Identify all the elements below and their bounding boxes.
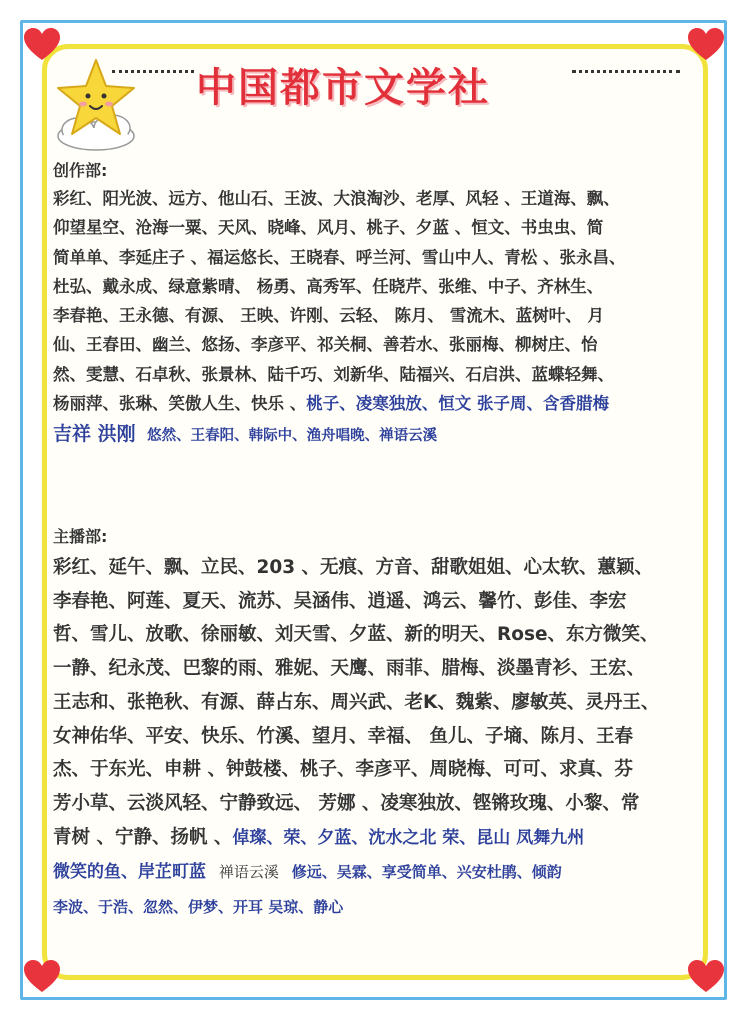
creation-line-8 (53, 389, 703, 418)
creation-line-9-big: 吉祥 洪刚 (53, 423, 136, 446)
broadcast-section-label: 主播部: (53, 527, 108, 546)
broadcast-line-4: 一静、纪永茂、巴黎的雨、雅妮、天鹰、雨菲、腊梅、淡墨青衫、王宏、 (53, 658, 646, 680)
heart-icon-top-right (688, 28, 724, 62)
broadcast-line-8: 芳小草、云淡风轻、宁静致远、 芳娜 、凌寒独放、铿锵玫瑰、小黎、常 (53, 792, 640, 814)
creation-line-1: 彩红、阳光波、远方、他山石、王波、大浪淘沙、老厚、风轻 、王道海、飘、 (53, 189, 620, 208)
broadcast-line-7: 杰、于东光、申耕 、钟鼓楼、桃子、李彦平、周晓梅、可可、求真、芬 (53, 759, 633, 781)
broadcast-member-list (53, 551, 703, 925)
creation-member-list (53, 184, 703, 452)
broadcast-line-1: 彩红、延午、飘、立民、203 、无痕、方音、甜歌姐姐、心太软、蕙颖、 (53, 557, 654, 578)
broadcast-line-6: 女神佑华、平安、快乐、竹溪、望月、幸福、 鱼儿、子墒、陈月、王春 (53, 725, 633, 747)
creation-line-8-blue: 桃子、凌寒独放、恒文 张子周、含香腊梅 (306, 394, 609, 414)
broadcast-line-9-dark: 青树 、宁静、扬帆 、 (53, 826, 233, 848)
creation-section-label: 创作部: (53, 161, 108, 180)
broadcast-line-10-dark: 禅语云溪 (218, 863, 279, 882)
broadcast-line-11-blue: 李波、于浩、忽然、伊梦、开耳 吴琼、静心 (53, 898, 344, 917)
broadcast-line-3: 哲、雪儿、放歌、徐丽敏、刘天雪、夕蓝、新的明天、Rose、东方微笑、 (53, 624, 659, 646)
broadcast-line-9 (53, 821, 703, 856)
creation-line-2: 仰望星空、沧海一粟、天风、晓峰、风月、桃子、夕蓝 、恒文、书虫虫、简 (53, 218, 604, 238)
title-dots-right (572, 70, 680, 73)
creation-line-9 (53, 420, 703, 451)
broadcast-line-5: 王志和、张艳秋、有源、薛占东、周兴武、老K、魏紫、廖敏英、灵丹王、 (53, 691, 660, 713)
broadcast-line-11 (53, 890, 703, 925)
creation-line-3: 简单单、李延庄子 、福运悠长、王晓春、呼兰河、雪山中人、青松 、张永昌、 (53, 247, 626, 267)
broadcast-line-2: 李春艳、阿莲、夏天、流苏、吴涵伟、逍遥、鸿云、馨竹、彭佳、李宏 (53, 590, 627, 612)
page-title: 中国都市文学社 (196, 65, 490, 111)
heart-icon-bottom-left (24, 960, 60, 994)
heart-icon-bottom-right (688, 960, 724, 994)
broadcast-line-10 (53, 855, 703, 890)
creation-line-7: 然、雯慧、石卓秋、张景林、陆千巧、刘新华、陆福兴、石启洪、蓝蝶轻舞、 (53, 364, 614, 384)
broadcast-line-10-blue: 微笑的鱼、岸芷町蓝 (53, 862, 206, 883)
creation-line-4: 杜弘、戴永成、绿意紫晴、 杨勇、高秀军、任晓芹、张维、中子、齐林生、 (53, 276, 604, 296)
broadcast-line-10-blue2: 修远、吴霖、享受简单、兴安杜鹃、倾韵 (291, 863, 562, 882)
creation-line-9-small: 悠然、王春阳、韩际中、渔舟唱晚、禅语云溪 (147, 428, 438, 445)
creation-line-8-dark: 杨丽萍、张琳、笑傲人生、快乐 、 (53, 394, 307, 414)
creation-line-6: 仙、王春田、幽兰、悠扬、李彦平、祁关桐、善若水、张丽梅、柳树庄、怡 (53, 335, 598, 355)
creation-line-5: 李春艳、王永德、有源、 王映、许刚、云轻、 陈月、 雪流木、蓝树叶、 月 (53, 306, 604, 326)
title-dots-left (112, 70, 194, 73)
broadcast-line-9-blue: 倬璨、荣、夕蓝、沈水之北 荣、昆山 凤舞九州 (232, 827, 585, 848)
